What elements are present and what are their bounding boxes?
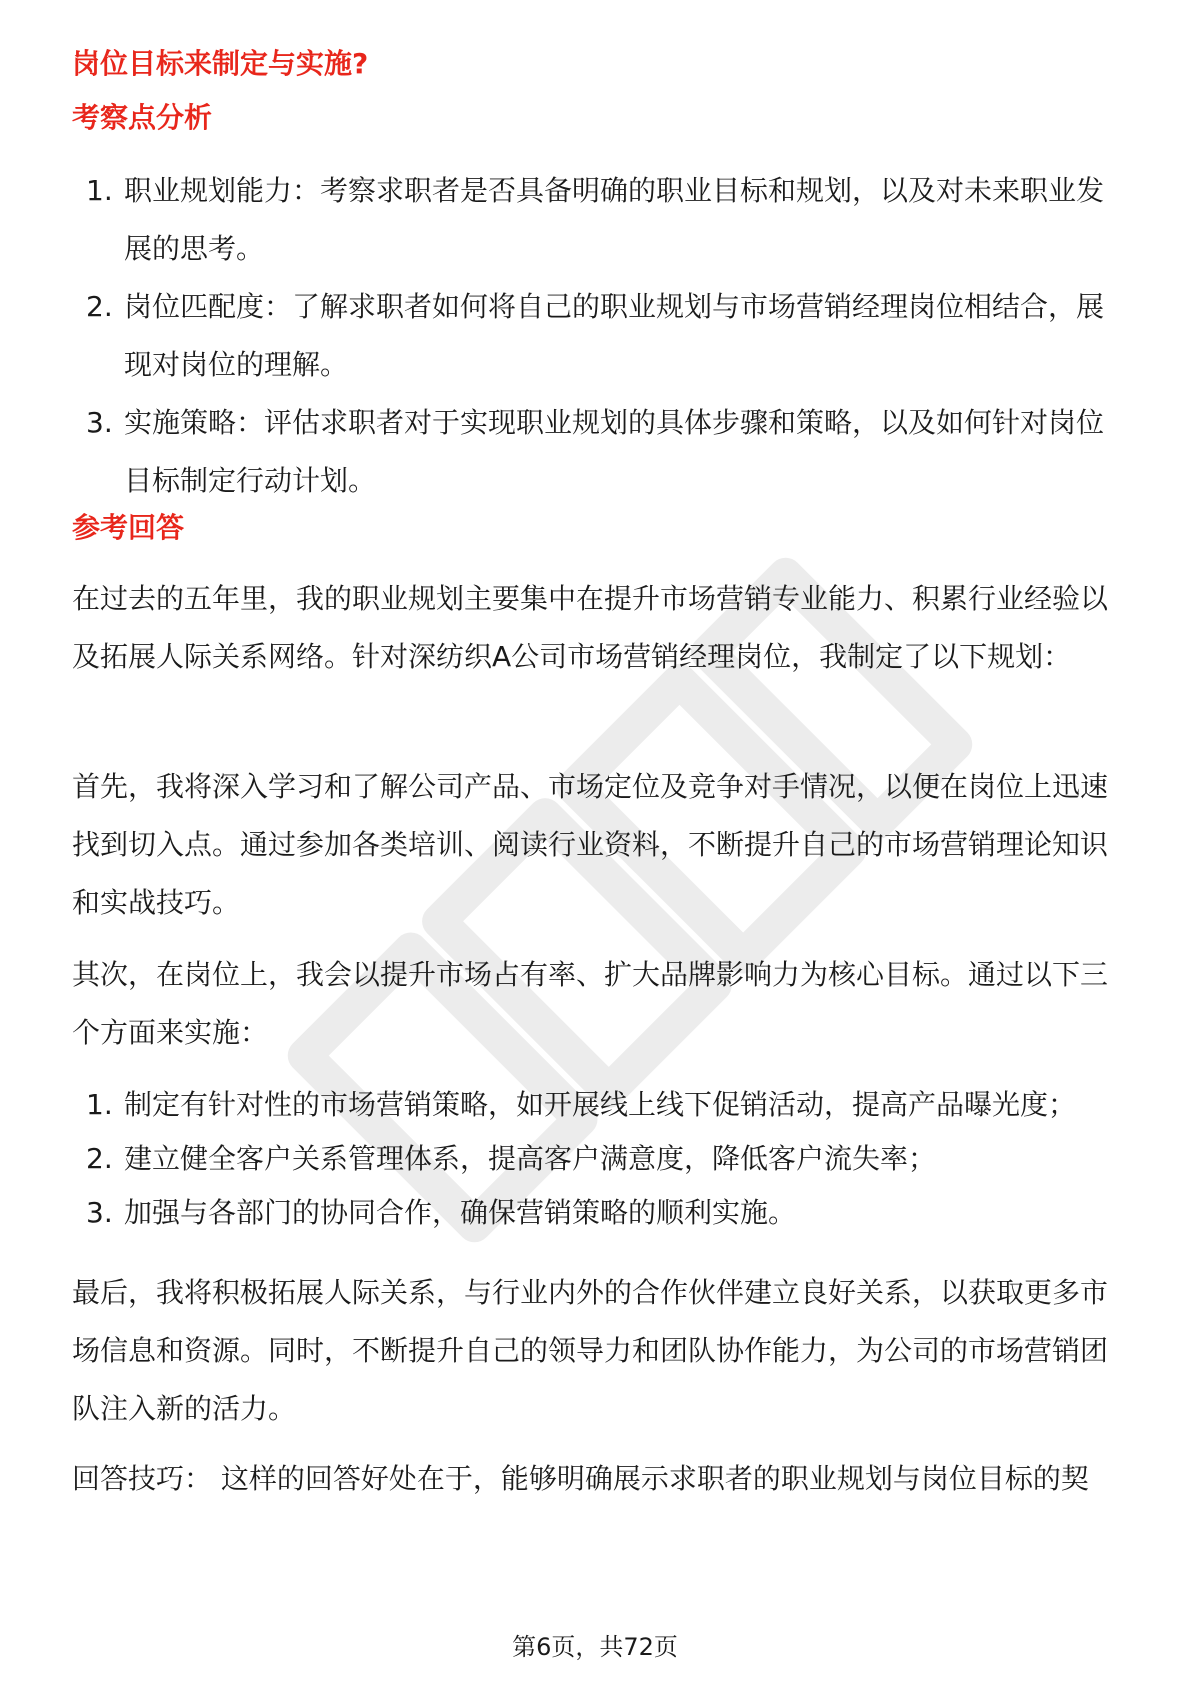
reference-title: 参考回答 [72, 511, 185, 544]
list-number: 2. [86, 1142, 113, 1175]
list-text: 实施策略：评估求职者对于实现职业规划的具体步骤和策略，以及如何针对岗位目标制定行动计划。 [124, 406, 1105, 497]
list-item [72, 1078, 1112, 1132]
list-text: 岗位匹配度：了解求职者如何将自己的职业规划与市场营销经理岗位相结合，展现对岗位的理解。 [124, 290, 1105, 381]
list-text: 制定有针对性的市场营销策略，如开展线上线下促销活动，提高产品曝光度； [124, 1088, 1077, 1121]
list-item [72, 1132, 1112, 1186]
answer-paragraph: 首先，我将深入学习和了解公司产品、市场定位及竞争对手情况，以便在岗位上迅速找到切入点。通过参加各类培训、阅读行业资料，不断提升自己的市场营销理论知识和实战技巧。 [72, 770, 1109, 919]
page-heading: 岗位目标来制定与实施? [72, 47, 369, 80]
list-text: 建立健全客户关系管理体系，提高客户满意度，降低客户流失率； [124, 1142, 937, 1175]
strategy-list [72, 1078, 1112, 1240]
list-text: 加强与各部门的协同合作，确保营销策略的顺利实施。 [124, 1196, 797, 1229]
analysis-title: 考察点分析 [72, 101, 213, 134]
list-number: 1. [86, 1088, 113, 1121]
list-item [72, 394, 1112, 510]
list-number: 3. [86, 1196, 113, 1229]
list-text: 职业规划能力：考察求职者是否具备明确的职业目标和规划，以及对未来职业发展的思考。 [124, 174, 1105, 265]
list-item [72, 278, 1112, 394]
list-item [72, 1186, 1112, 1240]
list-item [72, 162, 1112, 278]
list-number: 3. [86, 406, 113, 439]
answer-paragraph: 最后，我将积极拓展人际关系，与行业内外的合作伙伴建立良好关系，以获取更多市场信息和资源。同时，不断提升自己的领导力和团队协作能力，为公司的市场营销团队注入新的活力。 [72, 1276, 1109, 1425]
analysis-list [72, 162, 1112, 510]
answer-tip: 回答技巧： 这样的回答好处在于，能够明确展示求职者的职业规划与岗位目标的契 [72, 1462, 1089, 1495]
list-number: 2. [86, 290, 113, 323]
answer-paragraph: 其次，在岗位上，我会以提升市场占有率、扩大品牌影响力为核心目标。通过以下三个方面来实施： [72, 958, 1109, 1049]
list-number: 1. [86, 174, 113, 207]
answer-paragraph: 在过去的五年里，我的职业规划主要集中在提升市场营销专业能力、积累行业经验以及拓展人际关系网络。针对深纺织A公司市场营销经理岗位，我制定了以下规划： [72, 582, 1109, 673]
page-footer: 第6页，共72页 [512, 1633, 678, 1661]
